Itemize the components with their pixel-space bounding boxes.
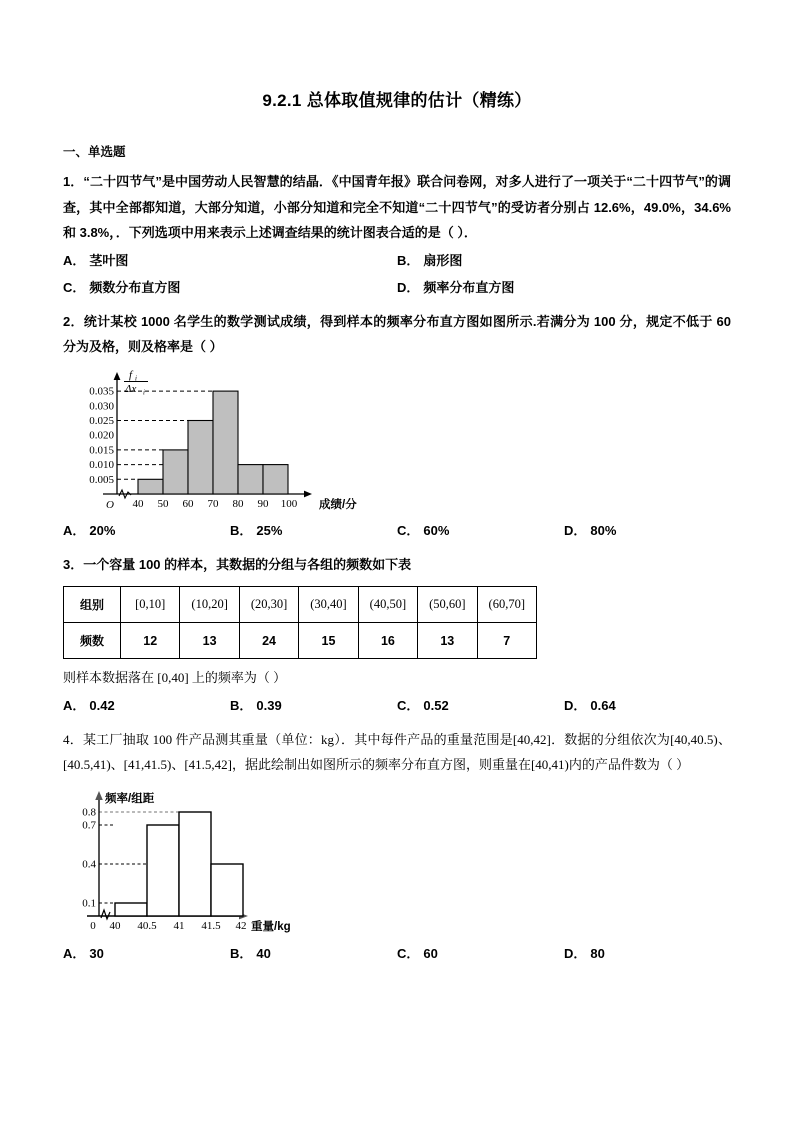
option-value: 80% (590, 522, 617, 538)
ytick-label-2: 0.015 (89, 443, 114, 456)
option-label: C． (397, 945, 420, 961)
option-value: 20% (89, 522, 116, 538)
option-3-D[interactable] (564, 693, 731, 718)
y-axis-arrow (95, 791, 103, 800)
ytick-label-0: 0.005 (89, 473, 114, 486)
option-label: D． (397, 279, 420, 295)
y-axis-title-numerator-sub: i (135, 374, 137, 382)
xtick-label-4: 80 (232, 497, 244, 510)
y-axis-arrow (114, 372, 121, 380)
chart-q4-histogram (63, 784, 731, 939)
page-content (63, 0, 731, 966)
question-1-text: 1．“二十四节气”是中国劳动人民智慧的结晶．《中国青年报》联合问卷网，对多人进行了一项关于“二十四节气”的调查，其中全部都知道，大部分知道，小部分知道和完全不知道“二十四节气”的受访者分别占 12.6%，49.0%，34.6%和 3.8%，．下列选项中用来表示上述调查结果的统计图表合适的是（ ）． (63, 174, 731, 240)
ytick-label-3: 0.020 (89, 429, 114, 442)
question-4-options (63, 941, 731, 966)
option-label: C． (63, 279, 86, 295)
origin-label: O (106, 498, 114, 511)
row-header-frequency: 频数 (64, 623, 121, 659)
bar-60-70 (188, 420, 213, 494)
table-row-frequencies (64, 623, 537, 659)
table-cell-group-2: (20,30] (239, 587, 298, 623)
table-cell-group-4: (40,50] (358, 587, 417, 623)
xtick-label-0: 40 (109, 919, 121, 932)
option-value: 0.39 (256, 697, 282, 713)
ytick-label-0: 0.1 (82, 897, 96, 909)
origin-label: 0 (90, 919, 96, 932)
option-3-C[interactable] (397, 693, 564, 718)
option-4-C[interactable] (397, 941, 564, 966)
option-value: 60% (423, 522, 450, 538)
option-1-B[interactable] (397, 248, 731, 273)
ytick-label-1: 0.4 (82, 858, 96, 870)
question-3-text: 3．一个容量 100 的样本，其数据的分组与各组的频数如下表 (63, 556, 412, 572)
question-2-options (63, 518, 731, 543)
table-cell-freq-6: 7 (477, 623, 536, 659)
option-value: 扇形图 (423, 252, 463, 268)
bar-40-40.5 (115, 903, 147, 916)
option-4-B[interactable] (230, 941, 397, 966)
option-label: D． (564, 945, 587, 961)
option-3-A[interactable] (63, 693, 230, 718)
option-label: B． (230, 522, 253, 538)
option-2-A[interactable] (63, 518, 230, 543)
xtick-label-3: 70 (207, 497, 219, 510)
bar-41.5-42 (211, 864, 243, 916)
table-cell-group-1: (10,20] (180, 587, 239, 623)
xtick-label-4: 42 (235, 919, 247, 932)
question-3-options (63, 693, 731, 718)
option-1-D[interactable] (397, 275, 731, 300)
option-value: 0.52 (423, 697, 449, 713)
table-cell-freq-5: 13 (418, 623, 477, 659)
axis-break-icon (101, 910, 110, 919)
option-value: 80 (590, 945, 605, 961)
option-label: B． (230, 945, 253, 961)
option-label: A． (63, 697, 86, 713)
option-label: A． (63, 522, 86, 538)
y-axis-title-denominator-sub: i (143, 388, 145, 396)
table-cell-freq-0: 12 (121, 623, 180, 659)
ytick-label-3: 0.8 (82, 806, 96, 818)
question-1-options (63, 248, 731, 273)
table-row-groups (64, 587, 537, 623)
option-1-C[interactable] (63, 275, 397, 300)
option-3-B[interactable] (230, 693, 397, 718)
xtick-label-6: 100 (280, 497, 298, 510)
chart-q2-histogram (63, 366, 731, 516)
ytick-label-1: 0.010 (89, 458, 114, 471)
option-label: D． (564, 522, 587, 538)
option-label: A． (63, 252, 86, 268)
bar-41-41.5 (179, 812, 211, 916)
option-2-B[interactable] (230, 518, 397, 543)
option-2-C[interactable] (397, 518, 564, 543)
option-label: C． (397, 522, 420, 538)
xtick-label-5: 90 (257, 497, 269, 510)
bar-70-80 (213, 391, 238, 494)
option-value: 40 (256, 945, 271, 961)
frequency-table (63, 586, 537, 659)
y-axis-title-numerator: f (129, 368, 133, 381)
x-axis-title: 成绩/分 (319, 498, 357, 511)
option-label: B． (230, 697, 253, 713)
option-label: D． (564, 697, 587, 713)
option-value: 茎叶图 (89, 252, 129, 268)
table-cell-freq-3: 15 (299, 623, 358, 659)
bar-40-50 (138, 479, 163, 494)
chart-q2-svg (63, 366, 363, 511)
xtick-label-2: 41 (173, 919, 185, 932)
option-label: A． (63, 945, 86, 961)
bar-90-100 (263, 464, 288, 493)
row-header-group: 组别 (64, 587, 121, 623)
table-cell-freq-1: 13 (180, 623, 239, 659)
x-axis-title: 重量/kg (251, 920, 291, 933)
option-value: 30 (89, 945, 104, 961)
table-cell-group-0: [0,10] (121, 587, 180, 623)
ytick-label-2: 0.7 (82, 819, 96, 831)
table-cell-freq-2: 24 (239, 623, 298, 659)
question-2-text: 2．统计某校 1000 名学生的数学测试成绩，得到样本的频率分布直方图如图所示.若满分为 100 分，规定不低于 60 分为及格，则及格率是（ ） (63, 313, 731, 354)
section-heading: 一、单选题 (63, 145, 126, 159)
question-1-options-2 (63, 275, 731, 300)
table-cell-group-3: (30,40] (299, 587, 358, 623)
question-3-followup: 则样本数据落在 [0,40] 上的频率为（ ） (63, 670, 287, 685)
option-value: 0.42 (89, 697, 115, 713)
xtick-label-2: 60 (182, 497, 194, 510)
option-value: 60 (423, 945, 438, 961)
chart-q4-svg (63, 784, 363, 934)
option-value: 0.64 (590, 697, 616, 713)
y-axis-title-denominator: Δx (125, 382, 137, 395)
option-value: 频率分布直方图 (423, 279, 515, 295)
xtick-label-1: 40.5 (137, 919, 157, 932)
option-label: B． (397, 252, 420, 268)
bar-80-90 (238, 464, 263, 493)
question-4-text: 4．某工厂抽取 100 件产品测其重量（单位：kg）．其中每件产品的重量范围是[40,42]．数据的分组依次为[40,40.5)、[40.5,41)、[41,41.5)、[41.5,42]，据此绘制出如图所示的频率分布直方图，则重量在[40,41)内的产品件数为（ ） (63, 731, 731, 772)
option-value: 频数分布直方图 (89, 279, 181, 295)
option-4-D[interactable] (564, 941, 731, 966)
ytick-label-5: 0.030 (89, 399, 114, 412)
table-cell-freq-4: 16 (358, 623, 417, 659)
xtick-label-3: 41.5 (201, 919, 221, 932)
table-cell-group-6: (60,70] (477, 587, 536, 623)
option-2-D[interactable] (564, 518, 731, 543)
option-value: 25% (256, 522, 283, 538)
table-cell-group-5: (50,60] (418, 587, 477, 623)
xtick-label-0: 40 (132, 497, 144, 510)
bar-50-60 (163, 449, 188, 493)
page-title: 9.2.1 总体取值规律的估计（精练） (262, 91, 532, 110)
option-4-A[interactable] (63, 941, 230, 966)
ytick-label-6: 0.035 (89, 385, 114, 398)
bar-40.5-41 (147, 825, 179, 916)
ytick-label-4: 0.025 (89, 414, 114, 427)
option-label: C． (397, 697, 420, 713)
xtick-label-1: 50 (157, 497, 169, 510)
option-1-A[interactable] (63, 248, 397, 273)
x-axis-arrow (304, 490, 312, 497)
y-axis-title: 频率/组距 (105, 792, 155, 805)
